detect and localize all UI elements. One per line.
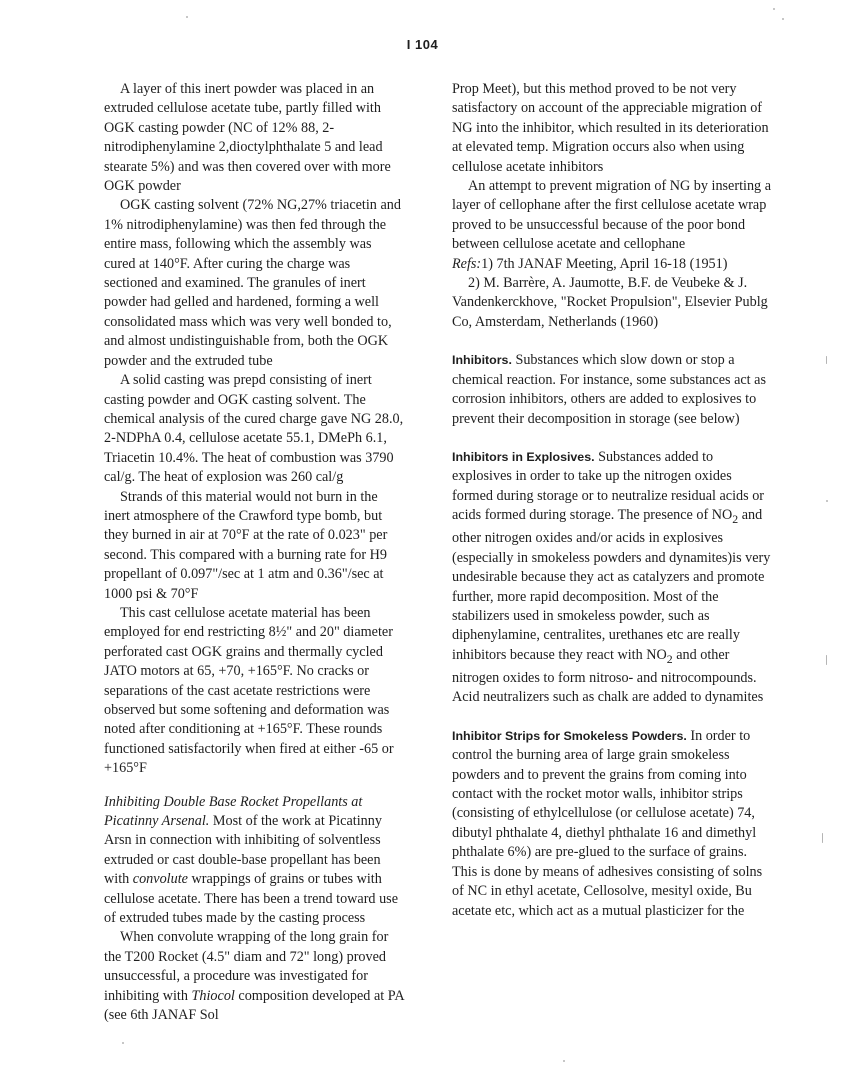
scan-speck [822,833,823,843]
text-run: and other nitrogen oxides to form nitroso- and nitrocompounds. Acid neutralizers such as chalk are added to dynamites [452,646,764,706]
section-heading-picatinny: Inhibiting Double Base Rocket Propellants at Picatinny Arsenal. [104,793,363,830]
scan-speck [826,655,827,665]
paragraph-inert-powder-layer: A layer of this inert powder was placed in an extruded cellulose acetate tube, partly filled with OGK casting powder (NC of 12% 88, 2-nitrodiphenylamine 2,dioctylphthalate 5 and lead stearate 5%) and was then covered over with more OGK powder [104,81,391,195]
text-run: Substances added to explosives in order to take up the nitrogen oxides formed during storage or to neutralize residual acids or acids formed during storage. The presence of NO [452,448,765,524]
scan-speck [563,1060,565,1062]
paragraph-strands-burning: Strands of this material would not burn in the inert atmosphere of the Crawford type bomb, but they burned in air at 70°F at the rate of 0.023" per second. This compared with a burning rate for H9 propellant of 0.097"/sec at 1 atm and 0.36"/sec at 1000 psi & 70°F [104,488,388,602]
entry-inhibitors-in-explosives [452,448,772,708]
entry-term-inhibitors-in-explosives: Inhibitors in Explosives. [452,449,595,464]
scan-speck [826,356,827,364]
text-run: When convolute wrapping of the long grain for the T200 Rocket (4.5" diam and 72" long) proved unsuccessful, a procedure was investigated for inhibiting with [104,929,389,1004]
text-run: composition developed at PA (see 6th JANAF Sol [104,987,404,1024]
scan-speck [773,8,775,10]
entry-body-inhibitors: Substances which slow down or stop a chemical reaction. For instance, some substances act as corrosion inhibitors, others are added to explosives to prevent their decomposition in storage (see below) [452,352,766,427]
scan-speck [826,500,828,502]
scan-speck [782,18,784,20]
paragraph-cellophane-attempt: An attempt to prevent migration of NG by inserting a layer of cellophane after the first cellulose acetate wrap proved to be unsuccessful because of the poor bond between cellulose acetate and cellophane [452,178,771,253]
paragraph-prop-meet-continued: Prop Meet), but this method proved to be not very satisfactory on account of the appreciable migration of NG into the inhibitor, which resulted in its deterioration at elevated temp. Migration occurs also when using cellulose acetate inhibitors [452,81,769,175]
term-convolute: convolute [132,871,188,888]
subscript: 2 [732,511,739,526]
left-column [104,80,404,1026]
references-line-1 [452,255,772,274]
paragraph-cast-acetate-restriction: This cast cellulose acetate material has been employed for end restricting 8½" and 20" diameter perforated cast OGK grains and thermally cycled JATO motors at 65, +70, +165°F. No cracks or separations of the cast acetate restrictions were observed but some softening and deformation was noted after conditioning at +165°F. These rounds functioned satisfactorily when fired at either -65 or +165°F [104,604,394,777]
subscript: 2 [666,651,673,666]
scan-speck [122,1042,124,1044]
reference-1: 1) 7th JANAF Meeting, April 16-18 (1951) [481,255,728,272]
paragraph-solid-casting: A solid casting was prepd consisting of inert casting powder and OGK casting solvent. The chemical analysis of the cured charge gave NG 28.0, 2-NDPhA 0.4, cellulose acetate 55.1, DMePh 6.1, Triacetin 10.4%. The heat of combustion was 3790 cal/g. The heat of explosion was 260 cal/g [104,372,404,486]
paragraph-picatinny-inhibiting [104,793,404,929]
entry-inhibitors [452,351,772,429]
paragraph-t200-rocket [104,928,404,1025]
scan-speck [186,16,188,18]
right-column [452,80,772,921]
page-number: I 104 [406,37,439,52]
term-thiocol: Thiocol [191,987,235,1004]
entry-body-inhibitor-strips: In order to control the burning area of large grain smokeless powders and to prevent the grains from coming into contact with the rocket motor walls, inhibitor strips (consisting of ethylcellulose (or cellulose acetate) 74, dibutyl phthalate 4, diethyl phthalate 16 and dimethyl phthalate 6%) are pre-glued to the surface of grains. This is done by means of adhesives consisting of solns of NC in ethyl acetate, Cellosolve, mesityl oxide, Bu acetate etc, which act as a mutual plasticizer for the [452,727,763,919]
entry-inhibitor-strips [452,727,772,921]
refs-label: Refs: [452,255,482,272]
entry-term-inhibitor-strips: Inhibitor Strips for Smokeless Powders. [452,728,687,743]
text-run: Most of the work at Picatinny Arsn in connection with inhibiting of solventless extruded or cast double-base propellant has been with [104,813,382,888]
paragraph-ogk-casting-solvent: OGK casting solvent (72% NG,27% triacetin and 1% nitrodiphenylamine) was then fed through the entire mass, following which the assembly was cured at 140°F. After curing the charge was sectioned and examined. The granules of inert powder had gelled and hardened, forming a well consolidated mass which was very well bonded to, and almost undistinguishable from, both the OGK powder and the extruded tube [104,197,401,369]
text-run: and other nitrogen oxides and/or acids in explosives (especially in smokeless powders and dynamites)is very undesirable because they act as catalyzers and promote further, more rapid decomposition. Most of the stabilizers used in smokeless powder, such as diphenylamine, centralites, urethanes etc are really inhibitors because they react with NO [452,507,771,663]
entry-term-inhibitors: Inhibitors. [452,353,512,368]
text-run: wrappings of grains or tubes with cellulose acetate. There has been a trend toward use of extruded tubes made by the casting process [104,871,398,927]
reference-2: 2) M. Barrère, A. Jaumotte, B.F. de Veubeke & J. Vandenkerckhove, "Rocket Propulsion", Elsevier Publg Co, Amsterdam, Netherlands (1960) [452,275,768,330]
